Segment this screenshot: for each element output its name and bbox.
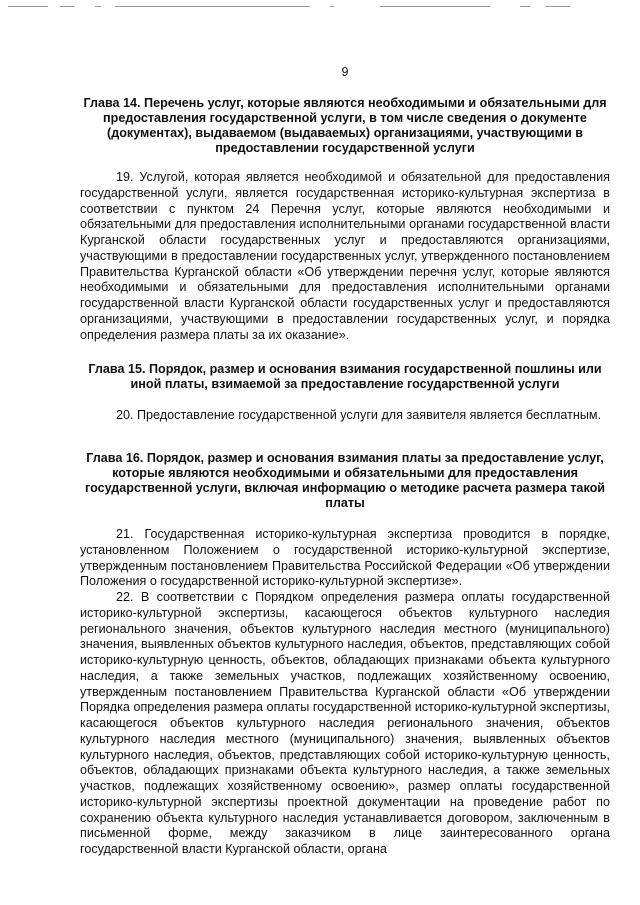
- chapter-16-heading: Глава 16. Порядок, размер и основания взимания платы за предоставление услуг, которые являются необходимыми и обязательными для предоставления государственной услуги, включая информацию о методике расчета размера такой платы: [84, 451, 606, 510]
- paragraph-20: 20. Предоставление государственной услуги для заявителя является бесплатным.: [116, 408, 602, 422]
- paragraph-19: 19. Услугой, которая является необходимой и обязательной для предоставления государственной услуги, является государственная историко-культурная экспертиза в соответствии с пунктом 24 Перечня услуг, которые являются необходимыми и обязательными для предоставления исполнительными органами государственной власти Курганской области государственных услуг и предоставляются организациями, участвующими в предоставлении государственных услуг, утвержденного постановлением Правительства Курганской области «Об утверждении перечня услуг, которые являются необходимыми и обязательными для предоставления исполнительными органами государственной власти Курганской области государственных услуг и предоставляются организациями, участвующими в предоставлении государственных услуг, и порядка определения размера платы за их оказание».: [80, 170, 610, 342]
- scan-artifact-lines: [0, 6, 640, 10]
- paragraph-21: 21. Государственная историко-культурная экспертиза проводится в порядке, установленном Положением о государственной историко-культурной экспертизе, утвержденным постановлением Правительства Российской Федерации «Об утверждении Положения о государственной историко-культурной экспертизе».: [80, 527, 610, 589]
- chapter-14-heading: Глава 14. Перечень услуг, которые являются необходимыми и обязательными для предоставления государственной услуги, в том числе сведения о документе (документах), выдаваемом (выдаваемых) организациями, участвующими в предоставлении государственной услуги: [83, 96, 607, 155]
- chapter-15-heading: Глава 15. Порядок, размер и основания взимания государственной пошлины или иной платы, взимаемой за предоставление государственной услуги: [88, 362, 602, 391]
- paragraph-22: 22. В соответствии с Порядком определения размера оплаты государственной историко-культурной экспертизы, касающегося объектов культурного наследия регионального значения, объектов культурного наследия местного (муниципального) значения, выявленных объектов культурного наследия, объектов, представляющих собой историко-культурную ценность, объектов, обладающих признаками объекта культурного наследия, а также земельных участков, подлежащих хозяйственному освоению, утвержденным постановлением Правительства Курганской области «Об утверждении Порядка определения размера оплаты государственной историко-культурной экспертизы, касающегося объектов культурного наследия регионального значения, объектов культурного наследия местного (муниципального) значения, выявленных объектов культурного наследия, объектов, представляющих собой историко-культурную ценность, объектов, обладающих признаками объекта культурного наследия, а также земельных участков, подлежащих хозяйственному освоению», размер оплаты государственной историко-культурной экспертизы проектной документации на проведение работ по сохранению объекта культурного наследия устанавливается договором, заключенным в письменной форме, между заказчиком в лице заинтересованного органа государственной власти Курганской области, органа: [80, 590, 610, 856]
- page-number: 9: [341, 65, 349, 79]
